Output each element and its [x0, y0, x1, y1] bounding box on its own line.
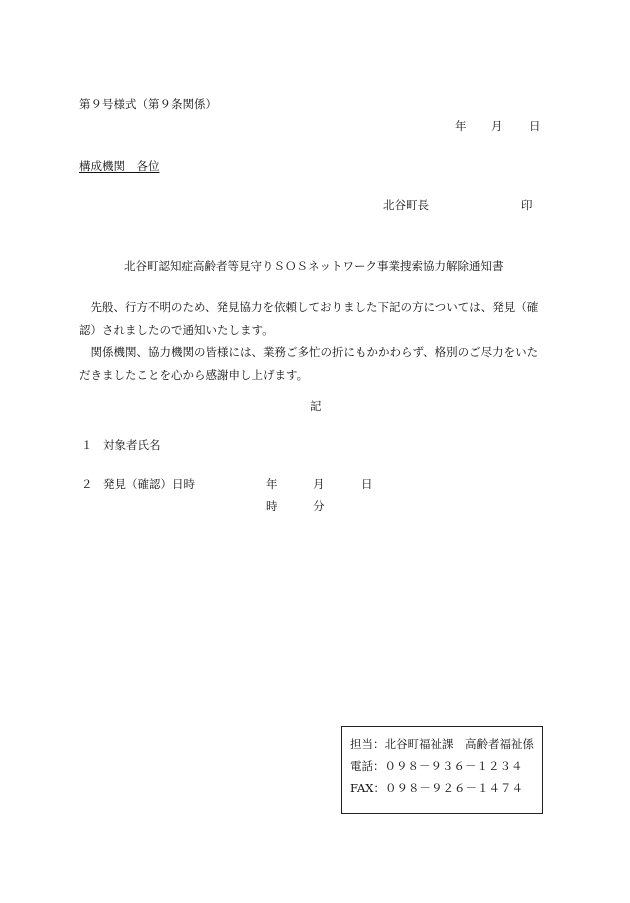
item-subject-name — [81, 437, 161, 453]
form-number: 第９号様式（第９条関係） — [79, 97, 217, 111]
sender-name: 北谷町長 — [383, 198, 429, 212]
document-title: 北谷町認知症高齢者等見守りＳＯＳネットワーク事業捜索協力解除通知書 — [124, 259, 504, 273]
date-day-label: 日 — [529, 119, 541, 133]
body-paragraph-1: 先般、行方不明のため、発見協力を依頼しておりました下記の方については、発見（確認）されましたので通知いたします。 — [79, 300, 539, 337]
item-number: ２ — [81, 477, 93, 491]
body-paragraph-2: 関係機関、協力機関の皆様には、業務ご多忙の折にもかかわらず、格別のご尽力をいただきましたことを心から感謝申し上げます。 — [79, 345, 539, 382]
seal-mark: 印 — [521, 198, 533, 212]
found-month-label: 月 — [313, 477, 325, 491]
item-found-datetime — [81, 476, 373, 492]
date-year-label: 年 — [455, 119, 467, 133]
ki-heading: 記 — [310, 399, 322, 413]
addressee: 構成機関 各位 — [79, 159, 160, 173]
found-year-label: 年 — [266, 477, 278, 491]
contact-phone: 電話：０９８－９３６－１２３４ — [350, 759, 523, 773]
found-time — [266, 498, 325, 514]
found-minute-label: 分 — [313, 499, 325, 513]
contact-department: 担当：北谷町福祉課 高齢者福祉係 — [350, 737, 534, 751]
body-text — [79, 296, 549, 386]
found-hour-label: 時 — [266, 499, 278, 513]
contact-fax: FAX：０９８－９２６－１４７４ — [350, 781, 523, 795]
item-label: 対象者氏名 — [103, 438, 161, 452]
found-day-label: 日 — [361, 477, 373, 491]
date-line — [455, 118, 541, 134]
item-number: １ — [81, 438, 93, 452]
item-label: 発見（確認）日時 — [103, 477, 195, 491]
contact-box — [341, 726, 543, 814]
date-month-label: 月 — [491, 119, 503, 133]
